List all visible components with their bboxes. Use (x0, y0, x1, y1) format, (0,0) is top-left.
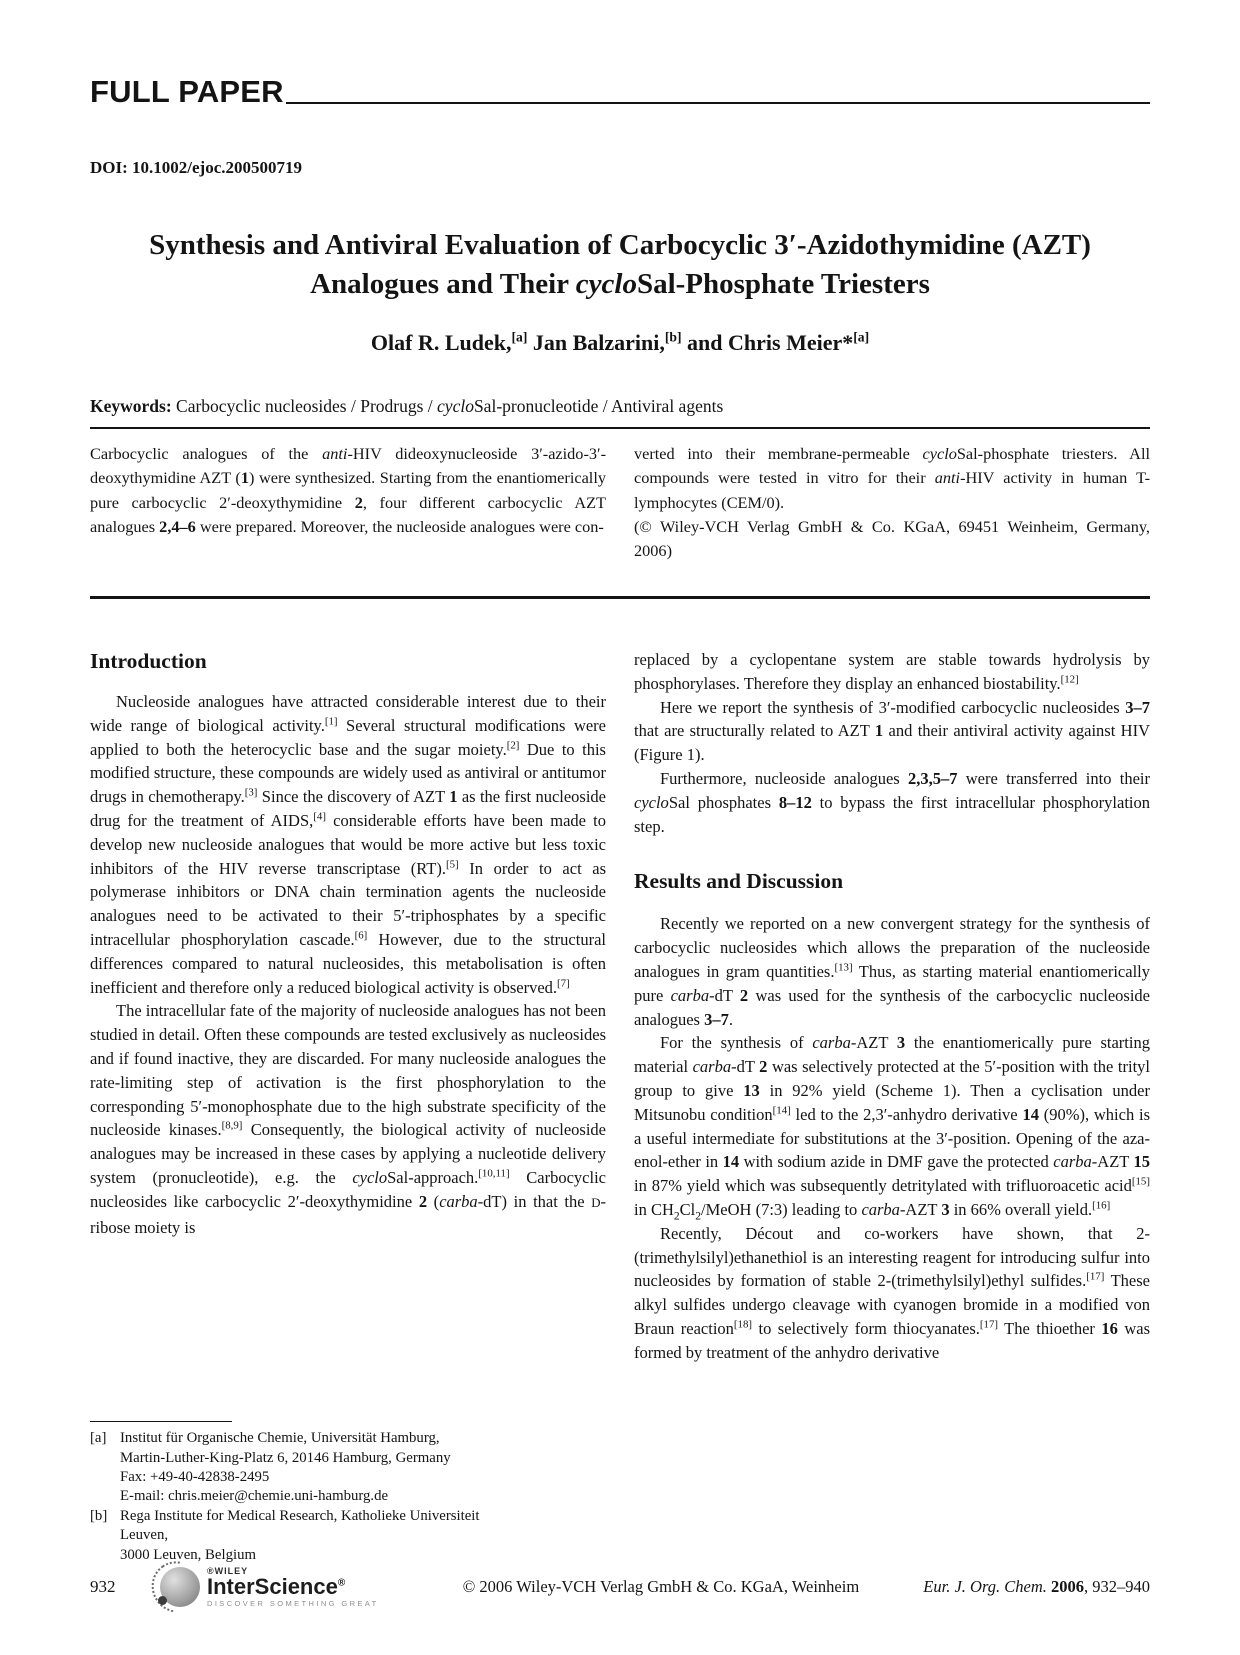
article-body (90, 640, 1150, 1565)
wiley-interscience-logo (160, 1566, 379, 1608)
paragraph: For the synthesis of carba-AZT 3 the enantiomerically pure starting material carba-dT 2 was selectively protected at the 5′-position with the trityl group to give 13 in 92% yield (Scheme 1). Then a cyclisation under Mitsunobu condition[14] led to the 2,3′-anhydro derivative 14 (90%), which is a useful intermediate for substitutions at the 3′-position. Opening of the aza-enol-ether in 14 with sodium azide in DMF gave the protected carba-AZT 15 in 87% yield which was subsequently detritylated with trifluoroacetic acid[15] in $CH_2Cl_2$/MeOH (7:3) leading to carba-AZT 3 in 66% overall yield.[16] (634, 1033, 1151, 1223)
paragraph: Nucleoside analogues have attracted considerable interest due to their wide range of biological activity.[1] Several structural modifications were applied to both the heterocyclic base and the sugar moiety.[2] Due to this modified structure, these compounds are widely used as antiviral or antitumor drugs in chemotherapy.[3] Since the discovery of AZT 1 as the first nucleoside drug for the treatment of AIDS,[4] considerable efforts have been made to develop new nucleoside analogues that would be more active but less toxic inhibitors of the HIV reverse transcriptase (RT).[5] In order to act as polymerase inhibitors or DNA chain termination agents the nucleoside analogues need to be activated to their 5′-triphosphates by a specific intracellular phosphorylation cascade.[6] However, due to the structural differences compared to natural nucleosides, this metabolisation is often inefficient and therefore only a reduced biological activity is observed.[7] (90, 692, 606, 997)
paragraph: Here we report the synthesis of 3′-modified carbocyclic nucleosides 3–7 that are structurally related to AZT 1 and their antiviral activity against HIV (Figure 1). (634, 697, 1150, 765)
footnotes (90, 1415, 606, 1565)
abstract-paragraph: Carbocyclic analogues of the anti-HIV dideoxynucleoside 3′-azido-3′-deoxythymidine AZT (1) were synthesized. Starting from the enantiomerically pure carbocyclic 2′-deoxythymidine 2, four different carbocyclic AZT analogues 2,4–6 were prepared. Moreover, the nucleoside analogues were con- (90, 444, 606, 536)
article-title-line1: Synthesis and Antiviral Evaluation of Carbocyclic 3′-Azidothymidine (AZT) (149, 229, 1091, 261)
page-number: 932 (90, 1577, 116, 1596)
logo-tagline: DISCOVER SOMETHING GREAT (207, 1599, 379, 1608)
fax-line: Fax: +49-40-42838-2495 (120, 1468, 270, 1485)
affiliation-line: Leuven, (120, 1527, 169, 1544)
journal-citation: Eur. J. Org. Chem. 2006, 932–940 (923, 1577, 1150, 1596)
globe-icon (160, 1567, 200, 1607)
logo-text (207, 1566, 379, 1608)
paragraph: Recently, Décout and co-workers have shown, that 2-(trimethylsilyl)ethanethiol is an interesting reagent for introducing sulfur into nucleosides by formation of stable 2-(trimethylsilyl)ethyl sulfides.[17] These alkyl sulfides undergo cleavage with cyanogen bromide in a modified von Braun reaction[18] to selectively form thiocyanates.[17] The thioether 16 was formed by treatment of the anhydro derivative (634, 1223, 1151, 1362)
abstract-rule (90, 596, 1150, 599)
abstract-copyright-note: (© Wiley-VCH Verlag GmbH & Co. KGaA, 69451 Weinheim, Germany, 2006) (634, 516, 1150, 561)
header-rule (286, 102, 1150, 104)
keywords-line: Keywords: Carbocyclic nucleosides / Prodrugs / cycloSal-pronucleotide / Antiviral agents (90, 396, 724, 416)
paragraph: The intracellular fate of the majority of nucleoside analogues has not been studied in detail. Often these compounds are tested exclusively as nucleosides and if found inactive, they are discarded. For many nucleoside analogues the rate-limiting step of activation is the first phosphorylation to the corresponding 5′-monophosphate due to the high substrate specificity of the nucleoside kinases.[8,9] Consequently, the biological activity of nucleoside analogues may be increased in these cases by applying a nucleotide delivery system (pronucleotide), e.g. the cycloSal-approach.[10,11] Carbocyclic nucleosides like carbocyclic 2′-deoxythymidine 2 (carba-dT) in that the D-ribose moiety is (90, 1001, 607, 1237)
page-footer (90, 1566, 1150, 1608)
body-right-column (634, 640, 1150, 1565)
section-heading-results: Results and Discussion (634, 869, 844, 894)
body-left-column (90, 640, 606, 1565)
wiley-label: ®WILEY (207, 1566, 249, 1576)
copyright-line: © 2006 Wiley-VCH Verlag GmbH & Co. KGaA, Weinheim (462, 1577, 860, 1596)
article-title-line2: Analogues and Their cycloSal-Phosphate Triesters (310, 268, 930, 300)
paragraph: replaced by a cyclopentane system are stable towards hydrolysis by phosphorylases. Therefore they display an enhanced biostability.[12] (634, 650, 1150, 693)
article-type-label: FULL PAPER (90, 74, 284, 109)
doi-label: DOI: 10.1002/ejoc.200500719 (90, 158, 303, 177)
keywords-rule (90, 427, 1150, 429)
abstract-left-column (90, 442, 606, 563)
footnote-a-text (120, 1429, 606, 1507)
section-heading-introduction: Introduction (90, 649, 207, 673)
affiliation-line: 3000 Leuven, Belgium (120, 1546, 257, 1563)
footnote-b-text (120, 1507, 606, 1565)
email-line: E-mail: chris.meier@chemie.uni-hamburg.de (120, 1488, 389, 1505)
affiliation-line: Rega Institute for Medical Research, Katholieke Universiteit (120, 1507, 480, 1524)
affiliation-line: Martin-Luther-King-Platz 6, 20146 Hamburg, Germany (120, 1449, 451, 1466)
footnote-rule (90, 1421, 232, 1422)
abstract-paragraph: verted into their membrane-permeable cycloSal-phosphate triesters. All compounds were tested in vitro for their anti-HIV activity in human T-lymphocytes (CEM/0). (634, 444, 1150, 512)
authors-line: Olaf R. Ludek,[a] Jan Balzarini,[b] and Chris Meier*[a] (370, 329, 870, 355)
interscience-label: InterScience® (207, 1574, 346, 1599)
header-band (90, 76, 1150, 108)
footnote-a-label: [a] (90, 1430, 107, 1447)
article-title (90, 226, 1150, 304)
affiliation-line: Institut für Organische Chemie, Universität Hamburg, (120, 1430, 440, 1447)
paragraph: Recently we reported on a new convergent strategy for the synthesis of carbocyclic nucleosides which allows the preparation of the nucleoside analogues in gram quantities.[13] Thus, as starting material enantiomerically pure carba-dT 2 was used for the synthesis of the carbocyclic nucleoside analogues 3–7. (634, 914, 1150, 1029)
paragraph: Furthermore, nucleoside analogues 2,3,5–7 were transferred into their cycloSal phosphates 8–12 to bypass the first intracellular phosphorylation step. (634, 768, 1150, 836)
footnote-b (90, 1507, 606, 1565)
footnote-a (90, 1429, 606, 1507)
abstract-right-column (634, 442, 1150, 563)
footnote-b-label: [b] (90, 1507, 108, 1524)
abstract (90, 442, 1150, 563)
registered-mark: ® (337, 1577, 346, 1589)
